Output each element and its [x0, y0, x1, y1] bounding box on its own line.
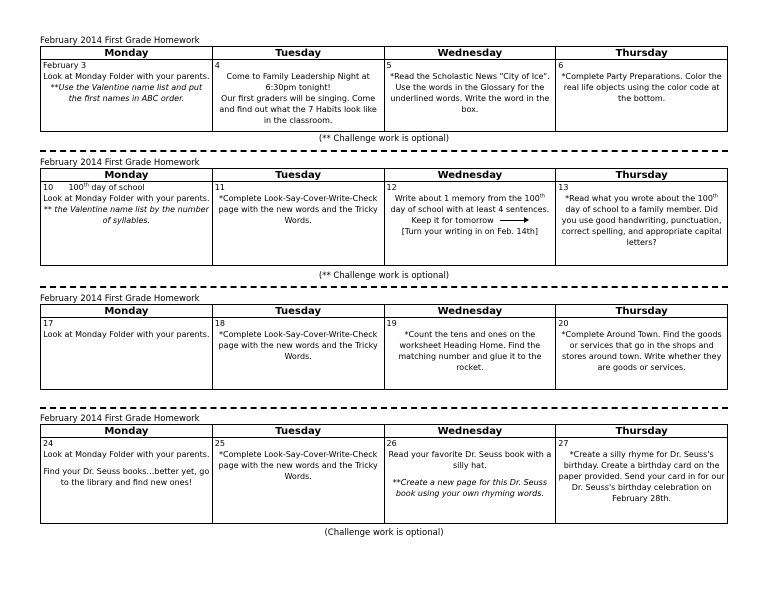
- day-header-thursday: Thursday: [556, 305, 728, 318]
- day-cell: [384, 318, 556, 390]
- task-text: *Count the tens and ones on the worksheet Heading Home. Find the matching number and glue it to the rocket.: [398, 330, 542, 372]
- task-text: Look at Monday Folder with your parents.: [43, 450, 210, 459]
- task-text: Come to Family Leadership Night at 6:30pm tonight!: [226, 72, 370, 92]
- week-caption: February 2014 First Grade Homework: [40, 294, 200, 304]
- date-number: 10: [43, 183, 54, 192]
- day-header-tuesday: Tuesday: [212, 169, 384, 182]
- challenge-text: **Use the Valentine name list and put the first names in ABC order.: [50, 83, 203, 103]
- day-cell: [212, 318, 384, 390]
- day-cell: [212, 438, 384, 524]
- challenge-text: ** the Valentine name list by the number of syllables.: [43, 205, 209, 225]
- date-label: 27: [558, 439, 569, 448]
- week-2: [40, 158, 728, 266]
- date-label: 25: [214, 439, 225, 448]
- week-table: [40, 168, 728, 266]
- date-label: 6: [558, 61, 564, 70]
- week-caption: February 2014 First Grade Homework: [40, 414, 200, 424]
- day-cell: [212, 182, 384, 266]
- challenge-note: (** Challenge work is optional): [318, 134, 450, 144]
- day-header-monday: Monday: [41, 169, 213, 182]
- date-label: 11: [214, 183, 225, 192]
- date-label: 17: [43, 319, 54, 328]
- day-header-tuesday: Tuesday: [212, 305, 384, 318]
- task-text: Look at Monday Folder with your parents.: [43, 72, 210, 81]
- task-text: Our first graders will be singing. Come and find out what the 7 Habits look like in the classroom.: [219, 94, 377, 125]
- day-header-wednesday: Wednesday: [384, 305, 556, 318]
- day-cell: [41, 60, 213, 132]
- task-text: Read your favorite Dr. Seuss book with a silly hat.: [388, 450, 552, 470]
- cut-line-divider: [40, 407, 728, 409]
- task-text: *Read the Scholastic News "City of Ice". Use the words in the Glossary for the underlined words. Write the word in the box.: [390, 72, 550, 114]
- date-label: 19: [386, 319, 397, 328]
- task-text: *Complete Look-Say-Cover-Write-Check page with the new words and the Tricky Words.: [218, 330, 378, 361]
- day-cell: [556, 182, 728, 266]
- day-header-thursday: Thursday: [556, 169, 728, 182]
- cut-line-divider: [40, 150, 728, 152]
- task-text: *Create a silly rhyme for Dr. Seuss's birthday. Create a birthday card on the paper provided. Send your card in for our Dr. Seuss's birthday celebration on February 28th.: [558, 450, 725, 503]
- task-text: *Complete Look-Say-Cover-Write-Check page with the new words and the Tricky Words.: [218, 450, 378, 481]
- day-cell: [384, 182, 556, 266]
- date-label: 18: [214, 319, 225, 328]
- task-text: Look at Monday Folder with your parents.: [43, 330, 210, 339]
- challenge-note: (** Challenge work is optional): [318, 271, 450, 281]
- day-cell: [212, 60, 384, 132]
- day-cell: [556, 60, 728, 132]
- day-header-monday: Monday: [41, 47, 213, 60]
- week-3: [40, 294, 728, 390]
- task-text: Keep it for tomorrow: [411, 216, 494, 225]
- day-header-wednesday: Wednesday: [384, 169, 556, 182]
- day-header-monday: Monday: [41, 305, 213, 318]
- task-text: *Complete Party Preparations. Color the real life objects using the color code at the bottom.: [561, 72, 722, 103]
- date-label: 26: [386, 439, 397, 448]
- date-extra: 100th day of school: [68, 182, 145, 192]
- week-table: [40, 46, 728, 132]
- date-label: 24: [43, 439, 54, 448]
- week-1: [40, 36, 728, 132]
- day-cell: [41, 182, 213, 266]
- day-header-thursday: Thursday: [556, 425, 728, 438]
- task-text: Find your Dr. Seuss books…better yet, go to the library and find new ones!: [43, 467, 210, 487]
- week-table: [40, 424, 728, 524]
- cut-line-divider: [40, 286, 728, 288]
- day-header-thursday: Thursday: [556, 47, 728, 60]
- day-cell: [41, 438, 213, 524]
- date-label: 5: [386, 61, 392, 70]
- task-text: *Read what you wrote about the 100th day of school to a family member. Did you use good handwriting, punctuation, correct spelling, and appropriate capital letters?: [561, 193, 722, 247]
- day-header-tuesday: Tuesday: [212, 425, 384, 438]
- task-text-row: [387, 215, 554, 226]
- date-label: [43, 182, 210, 193]
- day-header-wednesday: Wednesday: [384, 47, 556, 60]
- day-cell: [384, 438, 556, 524]
- week-caption: February 2014 First Grade Homework: [40, 36, 200, 46]
- day-header-wednesday: Wednesday: [384, 425, 556, 438]
- date-label: February 3: [43, 61, 87, 70]
- day-cell: [556, 318, 728, 390]
- date-label: 20: [558, 319, 569, 328]
- day-header-monday: Monday: [41, 425, 213, 438]
- challenge-note: (Challenge work is optional): [324, 528, 444, 538]
- task-text: *Complete Around Town. Find the goods or services that go in the shops and stores around town. Write whether they are goods or services.: [561, 330, 722, 372]
- task-text: [Turn your writing in on Feb. 14th]: [401, 227, 539, 236]
- right-arrow-icon: [500, 220, 528, 221]
- task-text: Look at Monday Folder with your parents.: [43, 194, 210, 203]
- week-table: [40, 304, 728, 390]
- date-label: 13: [558, 183, 569, 192]
- task-text: Write about 1 memory from the 100th day of school with at least 4 sentences.: [390, 193, 550, 214]
- week-4: [40, 414, 728, 524]
- week-caption: February 2014 First Grade Homework: [40, 158, 200, 168]
- task-text: *Complete Look-Say-Cover-Write-Check page with the new words and the Tricky Words.: [218, 194, 378, 225]
- day-header-tuesday: Tuesday: [212, 47, 384, 60]
- day-cell: [556, 438, 728, 524]
- day-cell: [41, 318, 213, 390]
- date-label: 12: [386, 183, 397, 192]
- challenge-text: **Create a new page for this Dr. Seuss book using your own rhyming words.: [392, 478, 547, 498]
- day-cell: [384, 60, 556, 132]
- date-label: 4: [214, 61, 220, 70]
